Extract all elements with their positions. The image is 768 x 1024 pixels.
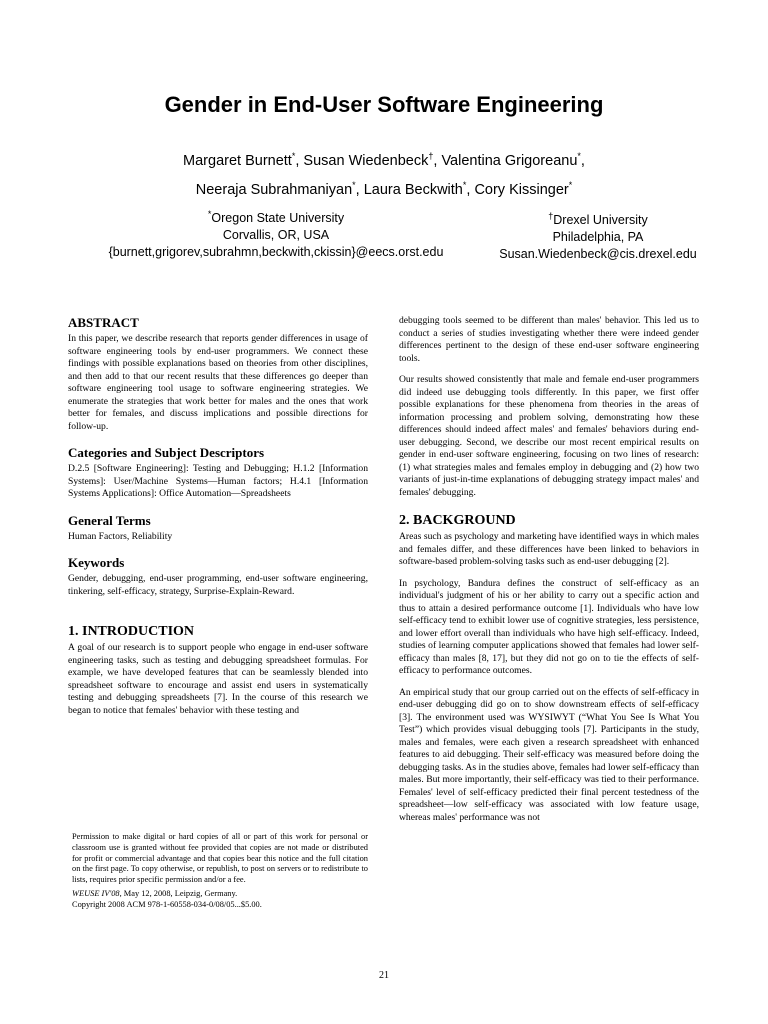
author-name: Susan Wiedenbeck bbox=[303, 152, 429, 169]
copyright-line: Copyright 2008 ACM 978-1-60558-034-0/08/05...$5.00. bbox=[72, 899, 262, 909]
right-column bbox=[399, 315, 699, 833]
introduction-section bbox=[68, 624, 368, 717]
abstract-section bbox=[68, 315, 368, 433]
left-column bbox=[68, 315, 368, 729]
keywords-section bbox=[68, 555, 368, 598]
affiliation-mark: * bbox=[568, 179, 573, 190]
author-name: Cory Kissinger bbox=[474, 181, 569, 198]
author-email: {burnett,grigorev,subrahmn,beckwith,ckissin}@eecs.orst.edu bbox=[108, 245, 444, 260]
institution-city: Philadelphia, PA bbox=[552, 230, 644, 245]
venue-name: WEUSE IV'08 bbox=[72, 888, 120, 898]
affiliation-mark: * bbox=[352, 179, 356, 190]
body-paragraph: In psychology, Bandura defines the construct of self-efficacy as an individual's judgment of his or her ability to carry out a specific action and thus to attain a desired performance outcome [1]. Individuals who have low self-efficacy tend to exhibit lower use of cognitive strategies, less persistence, and lower effort overall than individuals who have high self-efficacy. Indeed, studies of learning computer applications showed that females had lower self-efficacy than males [8, 17], but they did not go on to tie the effects of self-efficacy to performance outcomes. bbox=[399, 577, 699, 676]
paper-title: Gender in End-User Software Engineering bbox=[164, 92, 604, 117]
author-name: Neeraja Subrahmaniyan bbox=[195, 181, 353, 198]
affiliation-mark: * bbox=[577, 151, 581, 161]
categories-text: D.2.5 [Software Engineering]: Testing and Debugging; H.1.2 [Information Systems]: User/Machine Systems—Human factors; H.4.1 [Information Systems Applications]: Office Automation—Spreadsheets bbox=[68, 463, 368, 499]
section-heading: Categories and Subject Descriptors bbox=[68, 445, 265, 460]
page-number: 21 bbox=[379, 970, 389, 981]
author-list bbox=[0, 144, 768, 202]
institution-city: Corvallis, OR, USA bbox=[222, 228, 330, 243]
author-name: Laura Beckwith bbox=[363, 181, 463, 198]
abstract-text: In this paper, we describe research that reports gender differences in usage of software engineering tools by end-user programmers. We connect these findings with possible explanations based on theories from other disciplines, and then add to that our recent results that these differences go deeper than software engineering tool usage to software engineering strategies. We enumerate the strategies that work better for males and the ones that work better for females, and discuss implications and possible directions for follow-up. bbox=[68, 333, 368, 432]
section-heading: Keywords bbox=[68, 555, 125, 570]
institution-name: Oregon State University bbox=[211, 211, 345, 226]
affiliation-mark: † bbox=[428, 151, 434, 161]
author-email: Susan.Wiedenbeck@cis.drexel.edu bbox=[499, 247, 697, 262]
permission-notice bbox=[72, 832, 368, 911]
affiliation-mark: † bbox=[548, 211, 554, 221]
author-line-1: Margaret Burnett*, Susan Wiedenbeck†, Valentina Grigoreanu*, bbox=[183, 151, 585, 169]
keywords-text: Gender, debugging, end-user programming, end-user software engineering, tinkering, self-efficacy, strategy, Surprise-Explain-Reward. bbox=[68, 573, 368, 597]
section-heading: ABSTRACT bbox=[68, 315, 139, 330]
author-name: Valentina Grigoreanu bbox=[441, 152, 578, 169]
author-line-2: Neeraja Subrahmaniyan*, Laura Beckwith*, Cory Kissinger* bbox=[195, 179, 573, 198]
general-terms-text: Human Factors, Reliability bbox=[68, 530, 173, 542]
section-heading: 2. BACKGROUND bbox=[399, 513, 516, 528]
institution-name: Drexel University bbox=[553, 213, 648, 228]
body-paragraph: An empirical study that our group carried out on the effects of self-efficacy in end-user debugging did go on to show downstream effects of self-efficacy [3]. The environment used was WYSIWYT (“What You See Is What You Test”) which provides visual debugging tools [7]. Participants in the study, males and females, were each given a research spreadsheet with enhanced features to aid debugging. Their self-efficacy was measured before doing the debugging tasks. As in the studies above, females had lower self-efficacy than males. But more importantly, their self-efficacy was tied to their performance. Females' level of self-efficacy predicted their final percent testedness of the spreadsheet—low self-efficacy was associated with low feature usage, whereas males' performance was not bbox=[399, 686, 699, 823]
body-paragraph: Areas such as psychology and marketing have identified ways in which males and females differ, and these differences have been linked to behaviors in software-based problem-solving tasks such as end-user debugging [2]. bbox=[399, 531, 699, 567]
affiliation-drexel bbox=[478, 208, 718, 263]
section-heading: 1. INTRODUCTION bbox=[68, 624, 195, 639]
section-heading: General Terms bbox=[68, 512, 151, 528]
affiliation-mark: * bbox=[291, 151, 296, 161]
body-paragraph: Our results showed consistently that male and female end-user programmers did indeed use debugging tools differently. In this paper, we first offer possible explanations for these phenomena from theories in the areas of information processing and problem solving, demonstrating how these differences should indeed affect males' and females' behaviors during end-user debugging. Second, we describe our most recent empirical results on gender in end-user software engineering, focusing on two lines of research: (1) what strategies males and females employ in debugging and (2) how two variants of just-in-time explanations of debugging strategy impact males' and females' debugging. bbox=[399, 374, 699, 498]
author-name: Margaret Burnett bbox=[183, 152, 292, 169]
venue-details: , May 12, 2008, Leipzig, Germany. bbox=[119, 888, 238, 898]
introduction-text: A goal of our research is to support people who engage in end-user software engineering tasks, such as testing and debugging spreadsheet formulas. For example, we have developed features that can be seamlessly blended into spreadsheet software to encourage and assist end users in systematically testing and debugging spreadsheets [7]. In the course of this research we began to notice that females' behavior with these testing and bbox=[68, 642, 368, 716]
categories-section bbox=[68, 445, 368, 501]
body-paragraph: debugging tools seemed to be different than males' behavior. This led us to conduct a series of studies investigating whether there were indeed gender differences pertinent to the design of these end-user software engineering tools. bbox=[399, 315, 699, 364]
affiliation-mark: * bbox=[207, 209, 212, 219]
permission-text: Permission to make digital or hard copies of all or part of this work for personal or classroom use is granted without fee provided that copies are not made or distributed for profit or commercial advantage and that copies bear this notice and the full citation on the first page. To copy otherwise, or republish, to post on servers or to redistribute to lists, requires prior specific permission and/or a fee. bbox=[72, 832, 368, 885]
affiliation-mark: * bbox=[462, 179, 467, 190]
general-terms-section bbox=[68, 513, 368, 544]
affiliation-oregon bbox=[84, 206, 468, 261]
